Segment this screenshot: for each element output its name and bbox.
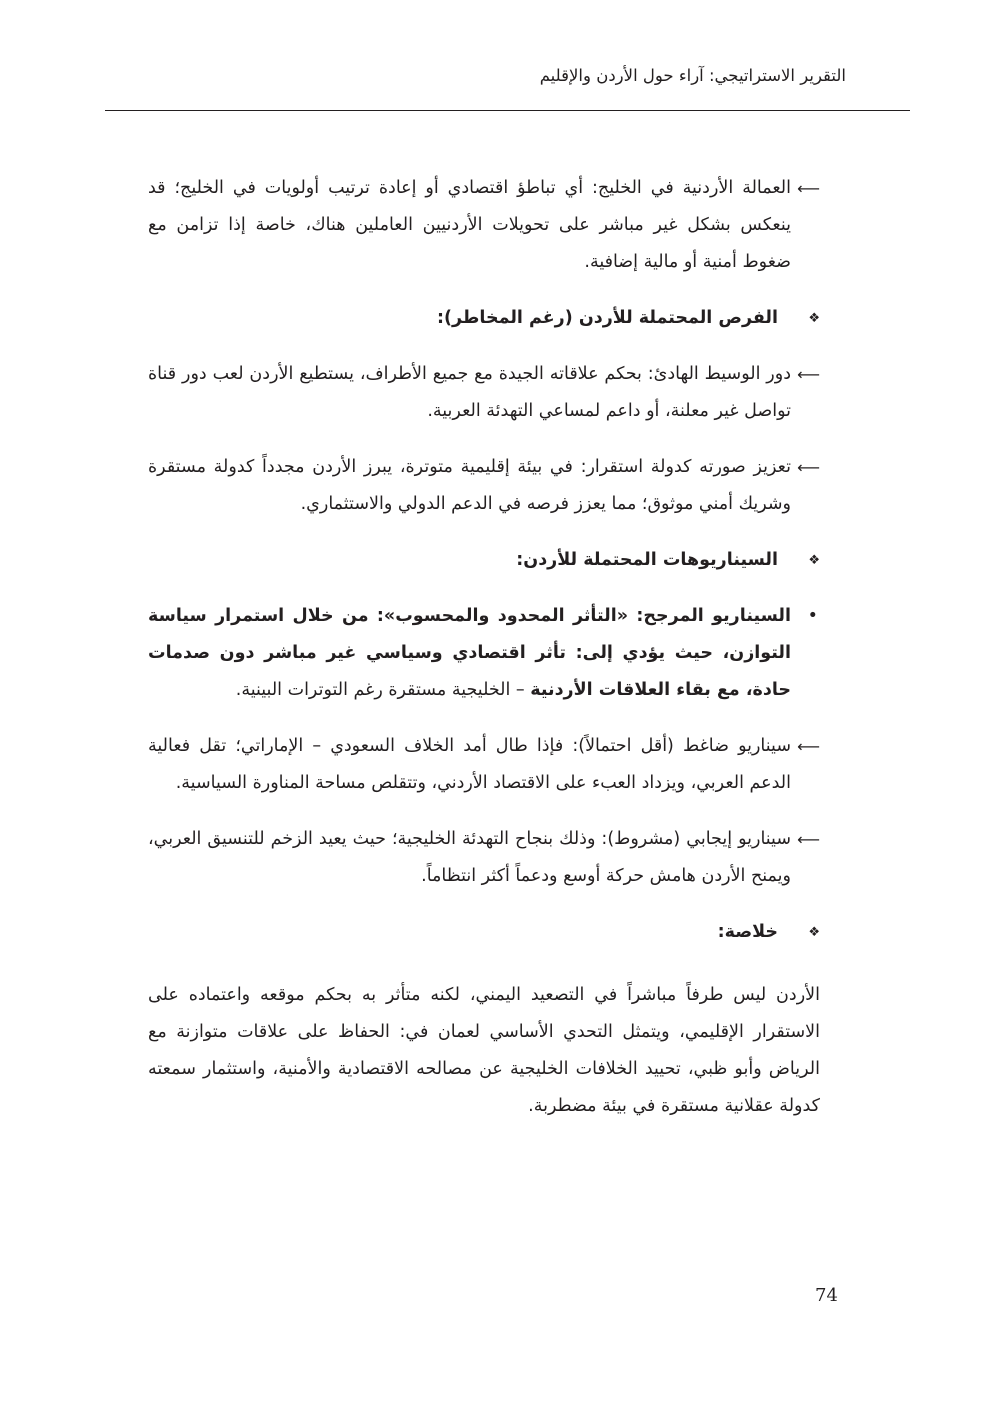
- arrow-icon: ⟵: [797, 179, 820, 198]
- arrow-icon: ⟵: [797, 737, 820, 756]
- bullet-dot-icon: •: [807, 606, 818, 626]
- page-content: [148, 170, 820, 1144]
- arrow-icon: ⟵: [797, 830, 820, 849]
- stability-text: تعزيز صورته كدولة استقرار: في بيئة إقليمية متوترة، يبرز الأردن مجدداً كدولة مستقرة وشريك أمني موثوق؛ مما يعزز فرصه في الدعم الدولي والاستثماري.: [148, 457, 791, 514]
- positive-scenario-item: [148, 821, 820, 895]
- diamond-bullet-icon: ❖: [808, 925, 820, 940]
- positive-scenario-text: سيناريو إيجابي (مشروط): وذلك بنجاح التهدئة الخليجية؛ حيث يعيد الزخم للتنسيق العربي، ويمنح الأردن هامش حركة أوسع ودعماً أكثر انتظاماً.: [148, 829, 791, 886]
- gulf-labor-item: [148, 170, 820, 281]
- likely-scenario-rest: – الخليجية مستقرة رغم التوترات البينية.: [235, 680, 531, 700]
- arrow-icon: ⟵: [797, 365, 820, 384]
- likely-scenario-bold: السيناريو المرجح: «التأثر المحدود والمحسوب»: من خلال استمرار سياسة التوازن، حيث يؤدي إلى: تأثر اقتصادي وسياسي غير مباشر دون صدمات حادة، مع بقاء العلاقات الأردنية: [148, 606, 791, 700]
- scenarios-heading-text: السيناريوهات المحتملة للأردن:: [516, 550, 778, 570]
- likely-scenario-item: [148, 598, 820, 709]
- mediator-text: دور الوسيط الهادئ: بحكم علاقاته الجيدة مع جميع الأطراف، يستطيع الأردن لعب دور قناة تواصل غير معلنة، أو داعم لمساعي التهدئة العربية.: [148, 364, 791, 421]
- arrow-icon: ⟵: [797, 458, 820, 477]
- pressure-scenario-text: سيناريو ضاغط (أقل احتمالاً): فإذا طال أمد الخلاف السعودي – الإماراتي؛ تقل فعالية الدعم العربي، ويزداد العبء على الاقتصاد الأردني، وتتقلص مساحة المناورة السياسية.: [148, 736, 791, 793]
- header-title: التقرير الاستراتيجي: آراء حول الأردن والإقليم: [539, 66, 846, 85]
- pressure-scenario-item: [148, 728, 820, 802]
- conclusion-heading: [148, 914, 820, 951]
- running-header: [105, 58, 910, 111]
- gulf-labor-text: العمالة الأردنية في الخليج: أي تباطؤ اقتصادي أو إعادة ترتيب أولويات في الخليج؛ قد ينعكس بشكل غير مباشر على تحويلات الأردنيين العاملين هناك، خاصة إذا تزامن مع ضغوط أمنية أو مالية إضافية.: [148, 178, 791, 272]
- mediator-item: [148, 356, 820, 430]
- conclusion-paragraph: الأردن ليس طرفاً مباشراً في التصعيد اليمني، لكنه متأثر به بحكم موقعه واعتماده على الاستقرار الإقليمي، ويتمثل التحدي الأساسي لعمان في: الحفاظ على علاقات متوازنة مع الرياض وأبو ظبي، تحييد الخلافات الخليجية عن مصالحه الاقتصادية والأمنية، واستثمار سمعته كدولة عقلانية مستقرة في بيئة مضطربة.: [148, 985, 820, 1116]
- opportunities-heading: [148, 300, 820, 337]
- page-number: 74: [815, 1285, 838, 1306]
- scenarios-heading: [148, 542, 820, 579]
- stability-item: [148, 449, 820, 523]
- diamond-bullet-icon: ❖: [808, 553, 820, 568]
- diamond-bullet-icon: ❖: [808, 311, 820, 326]
- conclusion-heading-text: خلاصة:: [717, 922, 778, 942]
- opportunities-heading-text: الفرص المحتملة للأردن (رغم المخاطر):: [437, 308, 778, 328]
